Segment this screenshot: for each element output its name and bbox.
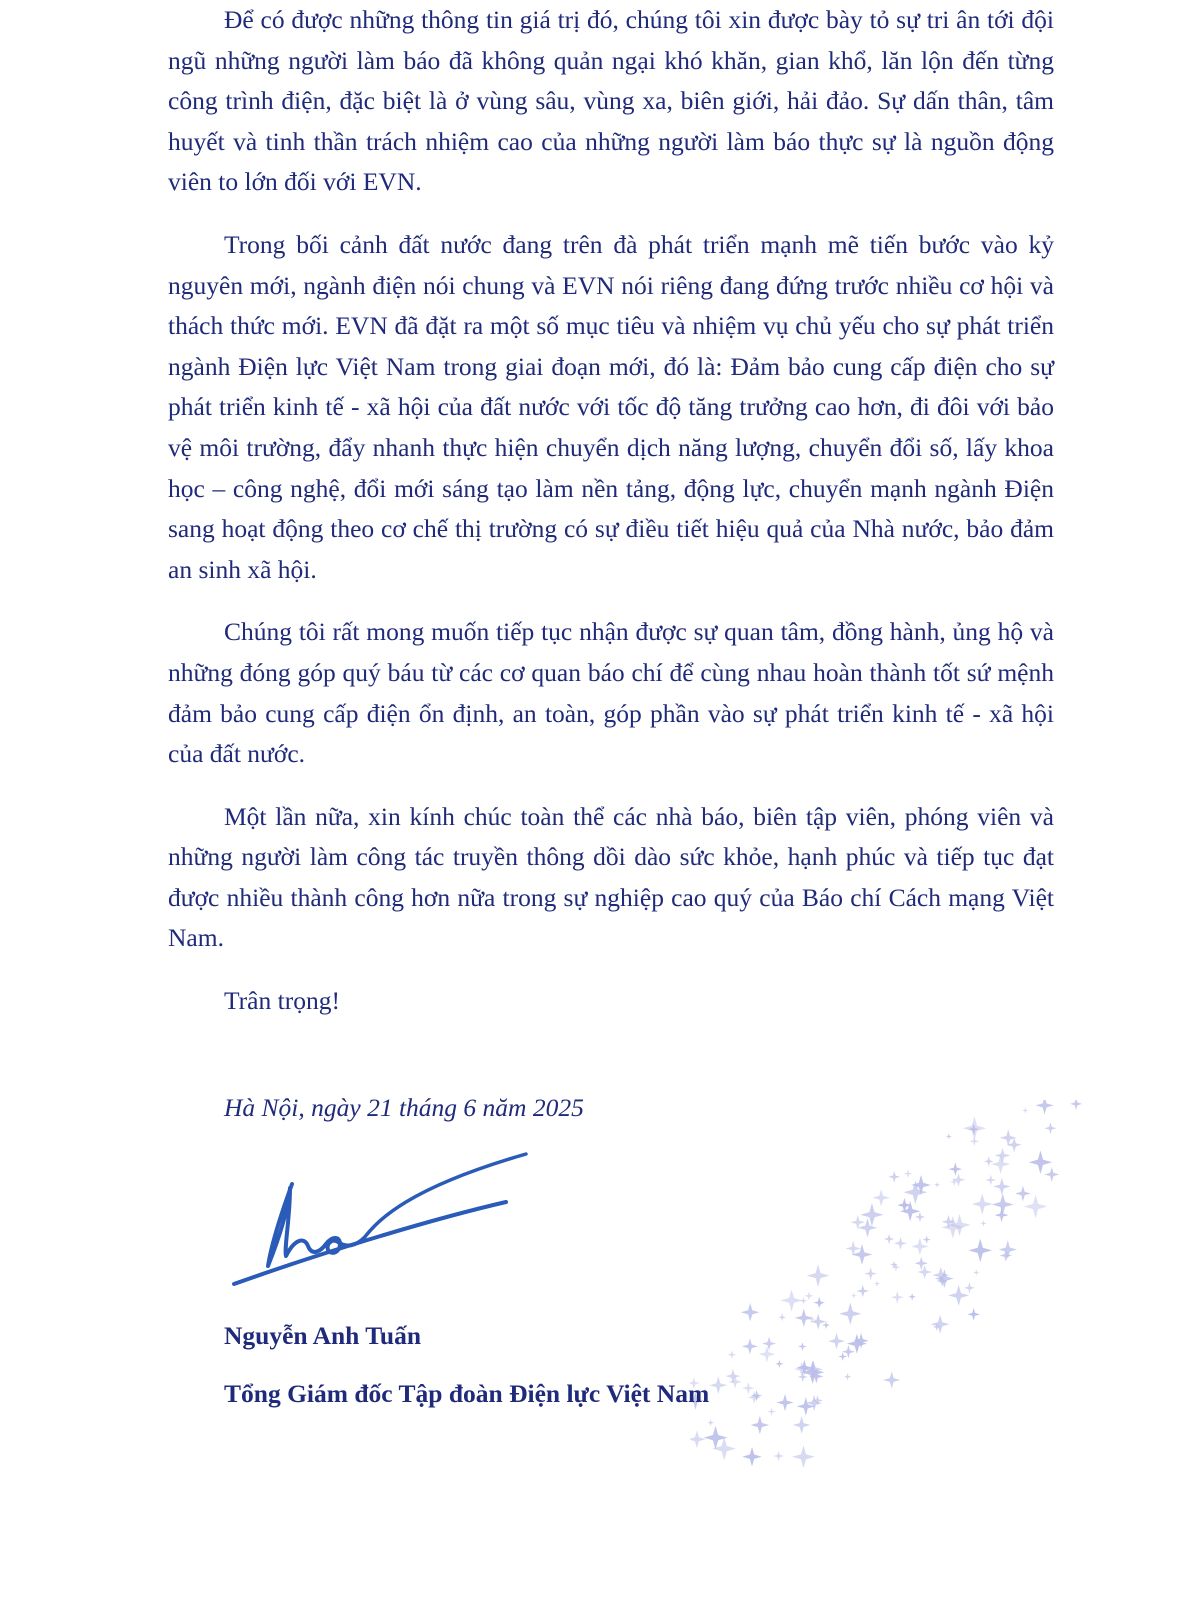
star-icon (813, 1297, 825, 1309)
star-icon (773, 1451, 783, 1461)
star-icon (707, 1419, 714, 1426)
star-icon (828, 1333, 845, 1350)
signer-title: Tổng Giám đốc Tập đoàn Điện lực Việt Nam (224, 1379, 710, 1408)
star-icon (798, 1342, 807, 1351)
star-icon (985, 1175, 996, 1186)
star-icon (967, 1308, 980, 1321)
signer-name: Nguyễn Anh Tuấn (224, 1321, 422, 1350)
star-icon (838, 1352, 847, 1361)
star-icon (935, 1269, 954, 1288)
star-icon (934, 1182, 940, 1188)
place-date-line: Hà Nội, ngày 21 tháng 6 năm 2025 (224, 1093, 584, 1122)
star-icon (973, 1269, 979, 1275)
star-icon (858, 1218, 878, 1238)
star-icon (1015, 1186, 1031, 1202)
star-icon (742, 1447, 762, 1467)
star-icon (946, 1133, 952, 1139)
star-icon (748, 1391, 761, 1404)
star-icon (844, 1373, 851, 1380)
star-icon (995, 1148, 1011, 1164)
star-icon (751, 1416, 770, 1435)
star-icon (904, 1169, 913, 1178)
star-icon (915, 1256, 929, 1270)
star-icon (1035, 1100, 1053, 1115)
handwritten-signature (228, 1148, 538, 1308)
star-icon (908, 1293, 916, 1301)
star-icon (915, 1212, 926, 1223)
star-icon (991, 1155, 1010, 1174)
star-icon (1024, 1195, 1048, 1219)
star-icon (751, 1390, 762, 1401)
star-icon (949, 1162, 963, 1176)
paragraph-gratitude: Để có được những thông tin giá trị đó, chúng tôi xin được bày tỏ sự tri ân tới đội ngũ những người làm báo đã không quản ngại khó khăn, gian khổ, lăn lộn đến từng công trình điện, đặc biệt là ở vùng sâu, vùng xa, biên giới, hải đảo. Sự dấn thân, tâm huyết và tinh thần trách nhiệm cao của những người làm báo thực sự là nguồn động viên to lớn đối với EVN. (168, 5, 1054, 197)
star-icon (807, 1264, 830, 1287)
closing-salutation: Trân trọng! (224, 986, 340, 1016)
star-icon (883, 1371, 900, 1388)
star-icon (762, 1337, 776, 1351)
star-icon (969, 1239, 992, 1262)
star-icon (984, 1156, 994, 1166)
star-icon (775, 1360, 783, 1368)
star-icon (781, 1289, 803, 1311)
star-icon (884, 1234, 894, 1244)
star-icon (874, 1280, 880, 1286)
star-icon (797, 1397, 815, 1415)
star-icon (810, 1314, 826, 1330)
star-icon (767, 1407, 775, 1415)
star-icon (993, 1178, 1010, 1195)
paragraph-context-goals: Trong bối cảnh đất nước đang trên đà phát triển mạnh mẽ tiến bước vào kỷ nguyên mới, ngành điện nói chung và EVN nói riêng đang đứng trước nhiều cơ hội và thách thức mới. EVN đã đặt ra một số mục tiêu và nhiệm vụ chủ yếu cho sự phát triển ngành Điện lực Việt Nam trong giai đoạn mới, đó là: Đảm bảo cung cấp điện cho sự phát triển kinh tế - xã hội của đất nước với tốc độ tăng trưởng cao hơn, đi đôi với bảo vệ môi trường, đẩy nhanh thực hiện chuyển dịch năng lượng, chuyển đổi số, lấy khoa học – công nghệ, đổi mới sáng tạo làm nền tảng, động lực, chuyển mạnh ngành Điện sang hoạt động theo cơ chế thị trường có sự điều tiết hiệu quả của Nhà nước, bảo đảm an sinh xã hội. (168, 229, 1054, 584)
decorative-star-pattern (690, 1100, 1090, 1470)
star-icon (709, 1376, 727, 1394)
star-icon (728, 1350, 737, 1359)
star-icon (894, 1237, 907, 1250)
star-icon (857, 1285, 869, 1297)
star-icon (806, 1395, 822, 1411)
star-icon (860, 1203, 883, 1226)
star-icon (1029, 1151, 1052, 1174)
star-icon (804, 1291, 813, 1300)
star-icon (992, 1194, 1014, 1216)
star-icon (851, 1292, 857, 1298)
star-icon (741, 1303, 760, 1322)
star-icon (795, 1309, 813, 1327)
star-icon (931, 1315, 950, 1334)
star-icon (778, 1313, 786, 1321)
letter-body (168, 0, 1054, 1022)
star-icon (776, 1394, 793, 1411)
star-icon (800, 1297, 807, 1304)
star-icon (873, 1189, 890, 1206)
star-icon (891, 1291, 904, 1304)
star-icon (888, 1171, 900, 1183)
star-icon (742, 1382, 754, 1394)
paragraph-hope-support: Chúng tôi rất mong muốn tiếp tục nhận được sự quan tâm, đồng hành, ủng hộ và những đóng góp quý báu từ các cơ quan báo chí để cùng nhau hoàn thành tốt sứ mệnh đảm bảo cung cấp điện ổn định, an toàn, góp phần vào sự phát triển kinh tế - xã hội của đất nước. (168, 617, 1054, 769)
star-icon (792, 1445, 815, 1468)
star-icon (917, 1265, 931, 1279)
star-icon (1044, 1122, 1056, 1134)
star-icon (690, 1430, 706, 1448)
star-icon (759, 1346, 776, 1363)
star-icon (1044, 1167, 1059, 1182)
star-icon (1070, 1100, 1082, 1110)
star-icon (864, 1267, 877, 1280)
star-icon (963, 1116, 987, 1140)
star-icon (1022, 1107, 1028, 1113)
star-icon (972, 1194, 993, 1215)
star-icon (794, 1362, 809, 1377)
star-icon (980, 1220, 986, 1226)
star-icon (839, 1303, 861, 1325)
paragraph-wishes: Một lần nữa, xin kính chúc toàn thể các nhà báo, biên tập viên, phóng viên và những người làm công tác truyền thông dồi dào sức khỏe, hạnh phúc và tiếp tục đạt được nhiều thành công hơn nữa trong sự nghiệp cao quý của Báo chí Cách mạng Việt Nam. (168, 801, 1054, 953)
star-icon (742, 1338, 758, 1354)
star-icon (793, 1416, 811, 1434)
star-icon (923, 1235, 931, 1243)
star-icon (964, 1282, 975, 1293)
